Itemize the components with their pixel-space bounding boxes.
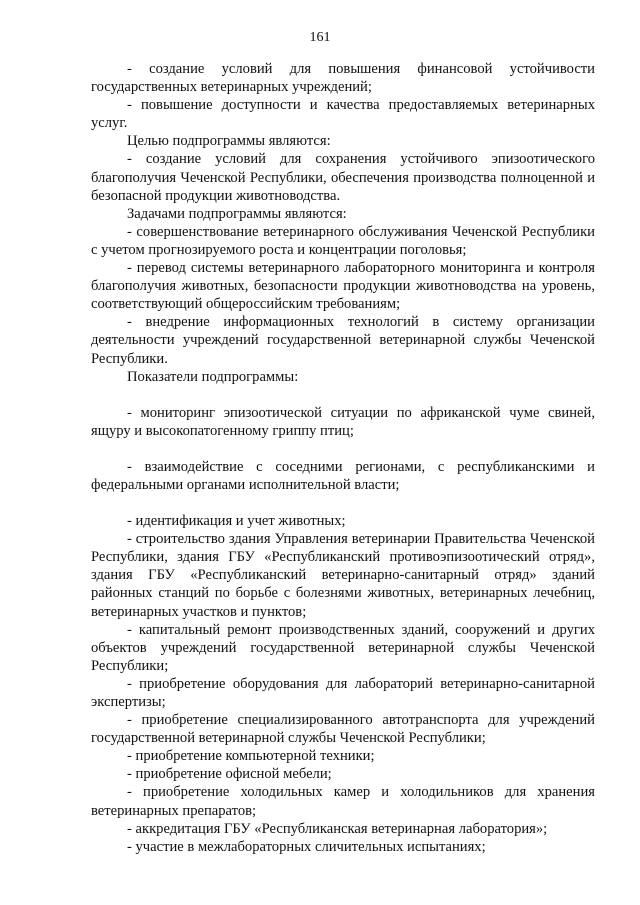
indicator-item-interlab-testing: - участие в межлабораторных сличительных испытаниях; bbox=[127, 838, 486, 855]
tasks-heading: Задачами подпрограммы являются: bbox=[127, 205, 347, 222]
indicator-item-lab-equipment: - приобретение оборудования для лабораторий ветеринарно-санитарной экспертизы; bbox=[91, 675, 595, 710]
goal-heading: Целью подпрограммы являются: bbox=[127, 133, 331, 150]
task-item-lab-monitoring: - перевод системы ветеринарного лабораторного мониторинга и контроля благополучия животных, безопасности продукции животноводства на уровень, соответствующий общероссийским требованиям; bbox=[91, 260, 595, 313]
indicator-item-construction: - строительство здания Управления ветеринарии Правительства Чеченской Республики, здания ГБУ «Республиканский противоэпизоотический отряд», здания ГБУ «Республиканский ветеринарно-санитарный отряд» зданий районных станций по борьбе с болезнями животных, ветеринарных лечебниц, ветеринарных участков и пунктов; bbox=[91, 531, 595, 620]
task-item-service-improvement: - совершенствование ветеринарного обслуживания Чеченской Республики с учетом прогнозируемого роста и концентрации поголовья; bbox=[91, 223, 595, 258]
task-item-it-implementation: - внедрение информационных технологий в систему организации деятельности учреждений государственной ветеринарной службы Чеченской Республики. bbox=[91, 314, 595, 367]
indicator-item-accreditation: - аккредитация ГБУ «Республиканская ветеринарная лаборатория»; bbox=[127, 820, 548, 837]
list-item-financial-stability: - создание условий для повышения финансовой устойчивости государственных ветеринарных учреждений; bbox=[91, 61, 595, 96]
indicator-item-identification: - идентификация и учет животных; bbox=[127, 513, 346, 530]
page-number: 161 bbox=[309, 30, 331, 45]
indicator-item-capital-repair: - капитальный ремонт производственных зданий, сооружений и других объектов учреждений государственной ветеринарной службы Чеченской Республики; bbox=[91, 621, 595, 674]
indicator-item-interaction: - взаимодействие с соседними регионами, с республиканскими и федеральными органами исполнительной власти; bbox=[91, 458, 595, 493]
indicator-item-office-furniture: - приобретение офисной мебели; bbox=[127, 766, 332, 783]
indicators-heading: Показатели подпрограммы: bbox=[127, 368, 299, 385]
list-item-service-accessibility: - повышение доступности и качества предоставляемых ветеринарных услуг. bbox=[91, 97, 595, 132]
document-body bbox=[91, 60, 595, 856]
indicator-item-vehicles: - приобретение специализированного автотранспорта для учреждений государственной ветеринарной службы Чеченской Республики; bbox=[91, 712, 595, 747]
indicator-item-epizootic-monitoring: - мониторинг эпизоотической ситуации по африканской чуме свиней, ящуру и высокопатогенному гриппу птиц; bbox=[91, 404, 595, 439]
goal-item: - создание условий для сохранения устойчивого эпизоотического благополучия Чеченской Республики, обеспечения производства полноценной и безопасной продукции животноводства. bbox=[91, 151, 595, 204]
indicator-item-computers: - приобретение компьютерной техники; bbox=[127, 748, 375, 765]
indicator-item-refrigerators: - приобретение холодильных камер и холодильников для хранения ветеринарных препаратов; bbox=[91, 784, 595, 819]
